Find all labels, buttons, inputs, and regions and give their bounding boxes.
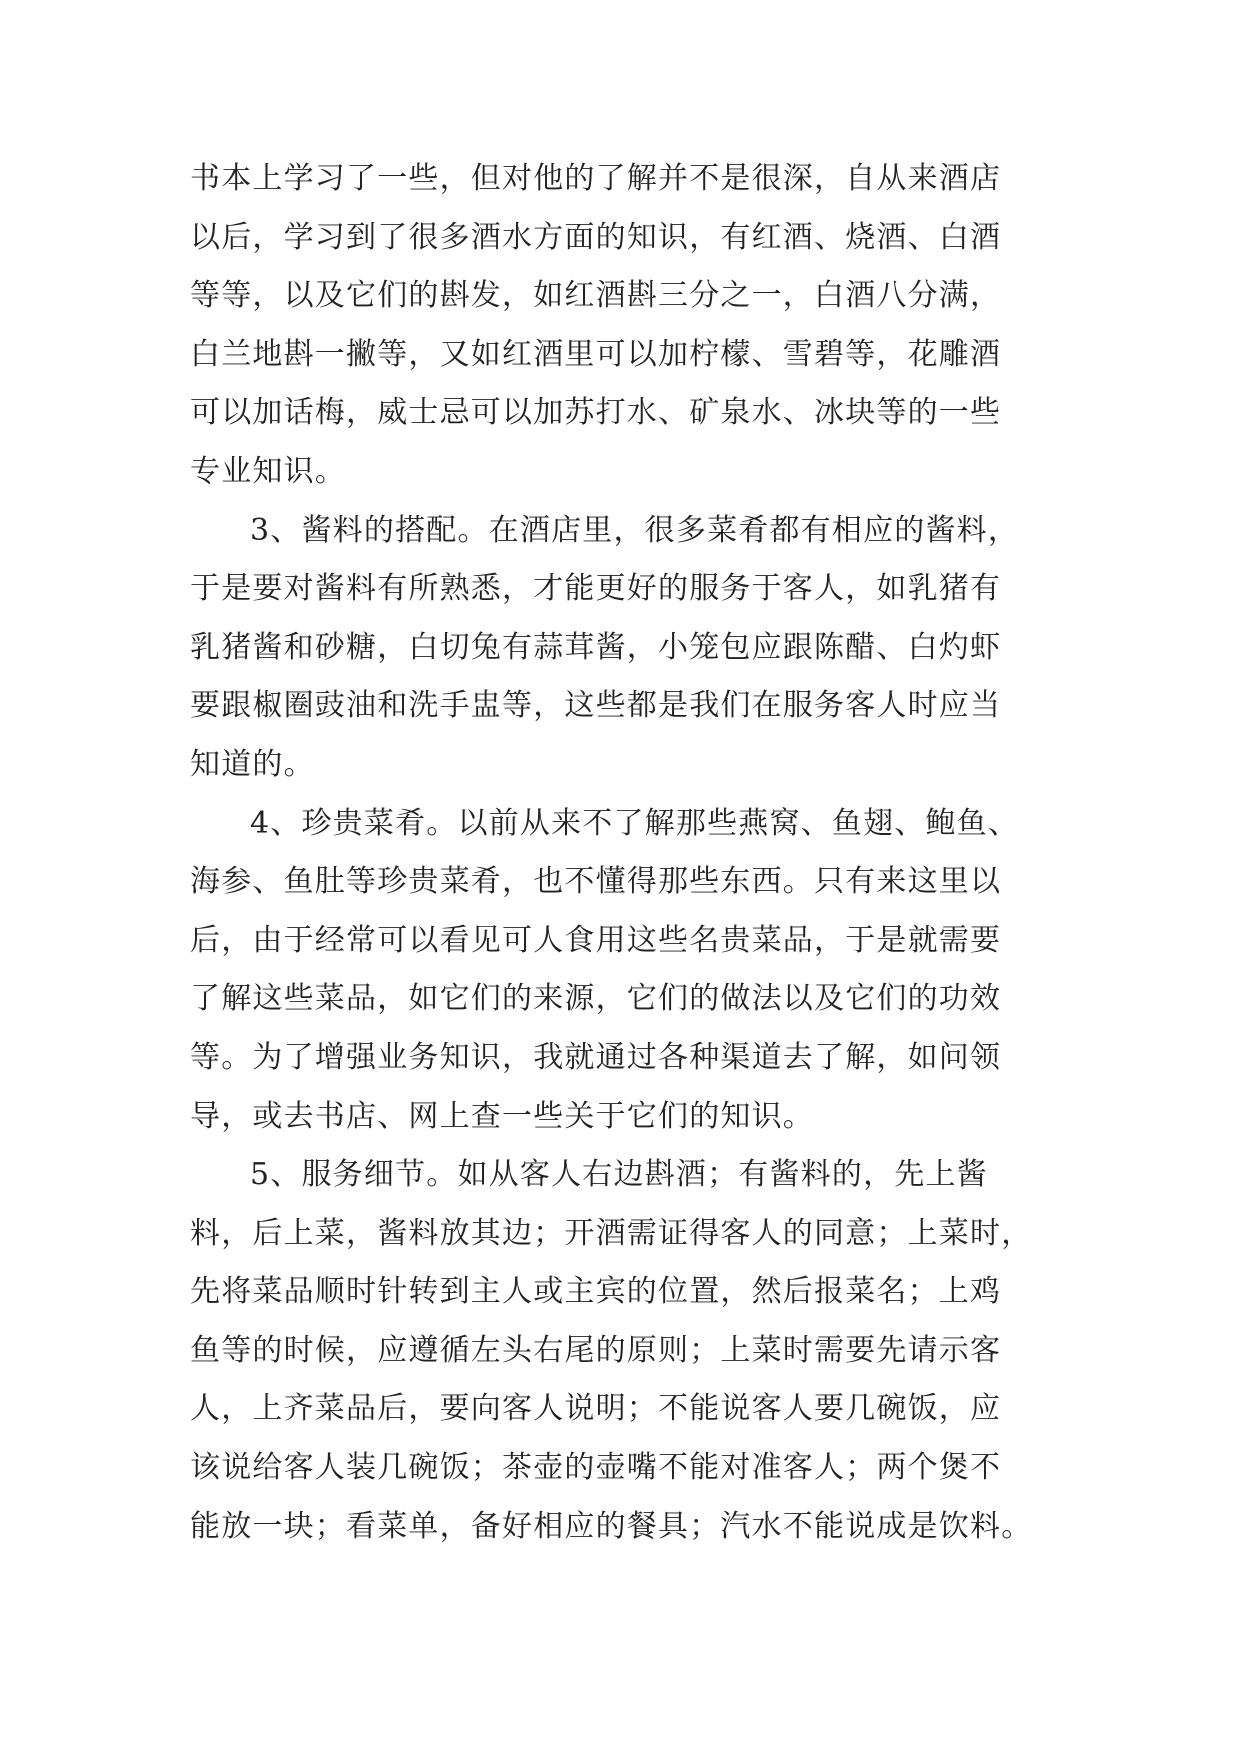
text-line: 先将菜品顺时针转到主人或主宾的位置，然后报菜名；上鸡 [190, 1274, 1002, 1310]
text-line: 专业知识。 [190, 453, 346, 489]
text-line: 可以加话梅，威士忌可以加苏打水、矿泉水、冰块等的一些 [190, 395, 1002, 431]
text-line: 等。为了增强业务知识，我就通过各种渠道去了解，如问领 [190, 1039, 1002, 1075]
text-line: 导，或去书店、网上查一些关于它们的知识。 [190, 1098, 814, 1134]
text-line: 等等，以及它们的斟发，如红酒斟三分之一，白酒八分满， [190, 278, 1002, 314]
text-line: 后，由于经常可以看见可人食用这些名贵菜品，于是就需要 [190, 922, 1002, 958]
text-line: 以后，学习到了很多酒水方面的知识，有红酒、烧酒、白酒 [190, 219, 1002, 255]
text-line: 海参、鱼肚等珍贵菜肴，也不懂得那些东西。只有来这里以 [190, 864, 1002, 900]
text-line: 乳猪酱和砂糖，白切兔有蒜茸酱，小笼包应跟陈醋、白灼虾 [190, 629, 1002, 665]
text-line: 于是要对酱料有所熟悉，才能更好的服务于客人，如乳猪有 [190, 571, 1002, 607]
text-line: 要跟椒圈豉油和洗手盅等，这些都是我们在服务客人时应当 [190, 688, 1002, 724]
text-line: 知道的。 [190, 746, 315, 782]
paragraph-4-start: 4、珍贵菜肴。以前从来不了解那些燕窝、鱼翅、鲍鱼、 [250, 805, 1020, 841]
text-line: 该说给客人装几碗饭；茶壶的壶嘴不能对准客人；两个煲不 [190, 1450, 1002, 1486]
text-line: 白兰地斟一撇等，又如红酒里可以加柠檬、雪碧等，花雕酒 [190, 336, 1002, 372]
paragraph-5-start: 5、服务细节。如从客人右边斟酒；有酱料的，先上酱 [250, 1157, 988, 1193]
text-line: 了解这些菜品，如它们的来源，它们的做法以及它们的功效 [190, 981, 1002, 1017]
text-line: 书本上学习了一些，但对他的了解并不是很深，自从来酒店 [190, 161, 1002, 196]
text-line: 料，后上菜，酱料放其边；开酒需证得客人的同意；上菜时， [190, 1215, 1033, 1251]
text-line: 能放一块；看菜单，备好相应的餐具；汽水不能说成是饮料。 [190, 1508, 1033, 1544]
paragraph-3-start: 3、酱料的搭配。在酒店里，很多菜肴都有相应的酱料， [250, 512, 1020, 548]
text-line: 鱼等的时候，应遵循左头右尾的原则；上菜时需要先请示客 [190, 1332, 1002, 1368]
body-text [190, 150, 1070, 1556]
text-line: 人，上齐菜品后，要向客人说明；不能说客人要几碗饭，应 [190, 1391, 1002, 1427]
